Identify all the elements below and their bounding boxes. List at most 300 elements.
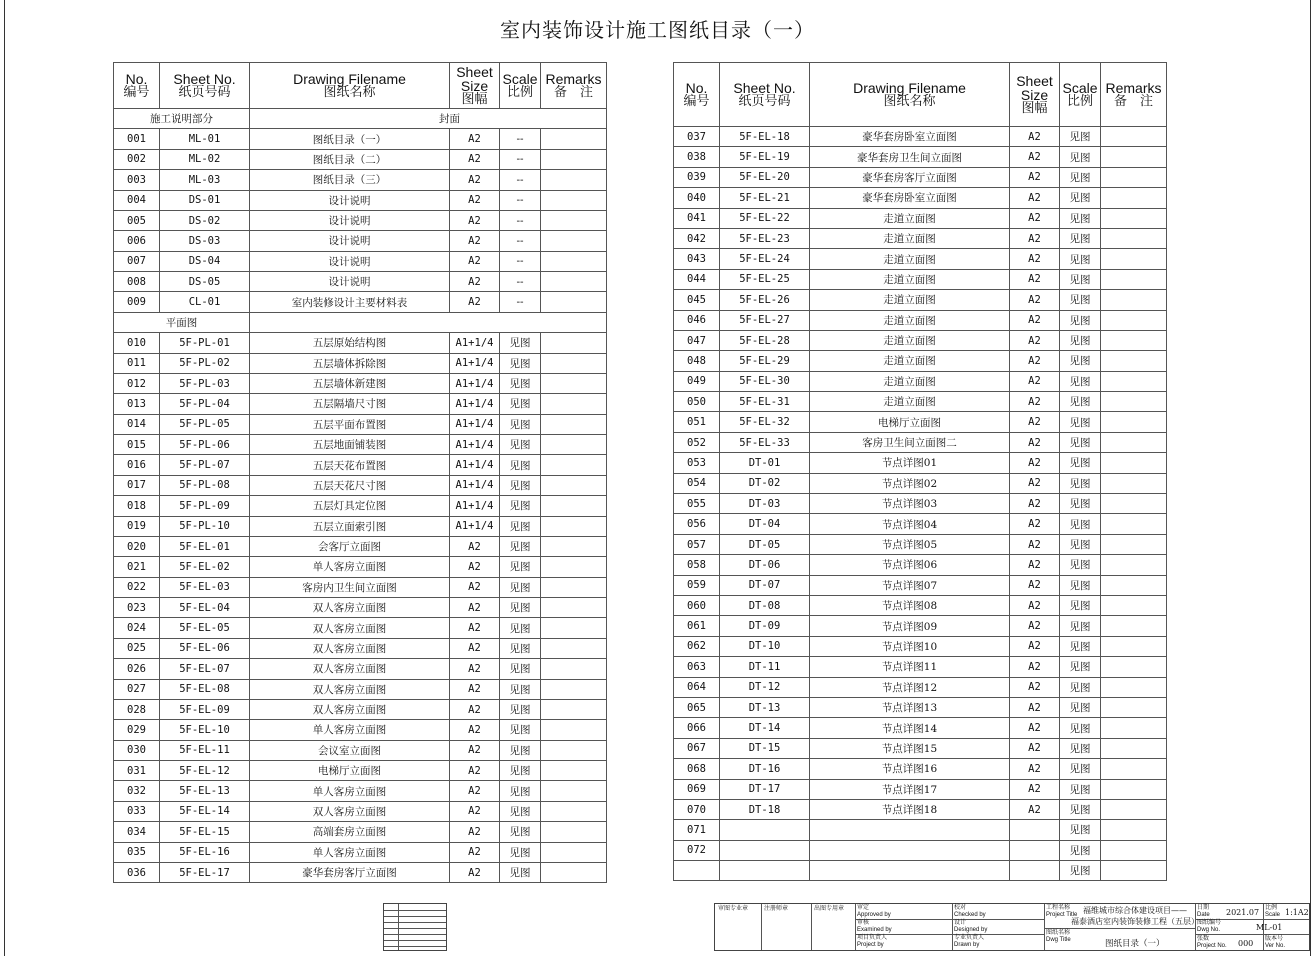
cell-remarks xyxy=(541,720,607,740)
cell-drawing-name: 设计说明 xyxy=(250,272,450,292)
cell-no: 040 xyxy=(674,188,720,208)
cell-remarks xyxy=(1101,494,1167,514)
cell-sheet-size: A2 xyxy=(450,761,500,781)
header-scale: Scale 比例 xyxy=(1060,63,1101,127)
cell-scale: 见图 xyxy=(500,475,541,495)
cell-scale: 见图 xyxy=(1060,534,1101,554)
cell-no: 026 xyxy=(114,659,160,679)
cell-no: 060 xyxy=(674,595,720,615)
cell-sheet-size: A2 xyxy=(450,638,500,658)
cell-remarks xyxy=(1101,555,1167,575)
cell-sheet-no: 5F-PL-04 xyxy=(160,394,250,414)
cell-sheet-size: A2 xyxy=(450,822,500,842)
cell-sheet-no: 5F-EL-13 xyxy=(160,781,250,801)
cell-sheet-size: A2 xyxy=(1010,392,1060,412)
cell-sheet-size: A2 xyxy=(1010,371,1060,391)
designed-label: 设计 Designed by xyxy=(954,920,988,933)
cell-remarks xyxy=(541,394,607,414)
cell-drawing-name: 会议室立面图 xyxy=(250,740,450,760)
cell-drawing-name xyxy=(810,840,1010,860)
cell-remarks xyxy=(541,842,607,862)
cell-no: 062 xyxy=(674,636,720,656)
cell-scale: 见图 xyxy=(500,333,541,353)
cell-remarks xyxy=(541,292,607,312)
cell-drawing-name: 豪华套房卫生间立面图 xyxy=(810,147,1010,167)
cell-sheet-size: A2 xyxy=(1010,330,1060,350)
table-row xyxy=(114,862,607,882)
cell-sheet-size: A2 xyxy=(1010,412,1060,432)
cell-sheet-size: A2 xyxy=(450,842,500,862)
cell-scale: 见图 xyxy=(1060,657,1101,677)
cell-drawing-name: 五层立面索引图 xyxy=(250,516,450,536)
cell-remarks xyxy=(541,210,607,230)
cell-drawing-name: 节点详图03 xyxy=(810,494,1010,514)
dwg-title-label: 图纸名称 Dwg Title xyxy=(1046,930,1071,943)
cell-sheet-no: 5F-EL-06 xyxy=(160,638,250,658)
cell-sheet-size: A2 xyxy=(450,781,500,801)
cell-sheet-size: A2 xyxy=(1010,290,1060,310)
cell-no: 017 xyxy=(114,475,160,495)
table-row xyxy=(114,231,607,251)
table-row xyxy=(114,475,607,495)
cell-scale: -- xyxy=(500,292,541,312)
cell-scale: 见图 xyxy=(1060,330,1101,350)
header-scale: Scale 比例 xyxy=(500,63,541,109)
cell-remarks xyxy=(541,475,607,495)
cell-drawing-name: 图纸目录（三） xyxy=(250,170,450,190)
cell-scale: 见图 xyxy=(1060,799,1101,819)
table-row xyxy=(674,616,1167,636)
cell-no xyxy=(674,861,720,881)
cell-sheet-size: A2 xyxy=(450,720,500,740)
cell-no: 008 xyxy=(114,272,160,292)
cell-remarks xyxy=(1101,738,1167,758)
cell-sheet-no: ML-02 xyxy=(160,149,250,169)
cell-no: 052 xyxy=(674,432,720,452)
table-row xyxy=(674,330,1167,350)
header-no: No. 编号 xyxy=(674,63,720,127)
cell-no: 003 xyxy=(114,170,160,190)
header-drawing-filename: Drawing Filename 图纸名称 xyxy=(250,63,450,109)
cell-sheet-size: A1+1/4 xyxy=(450,435,500,455)
cell-remarks xyxy=(541,536,607,556)
cell-no: 054 xyxy=(674,473,720,493)
cell-sheet-size xyxy=(1010,840,1060,860)
table-row xyxy=(114,251,607,271)
cell-drawing-name: 走道立面图 xyxy=(810,269,1010,289)
cell-sheet-size xyxy=(1010,820,1060,840)
cell-remarks xyxy=(1101,595,1167,615)
cell-sheet-no: 5F-EL-19 xyxy=(720,147,810,167)
cell-sheet-size: A2 xyxy=(1010,759,1060,779)
cell-remarks xyxy=(1101,330,1167,350)
cell-sheet-no: DT-12 xyxy=(720,677,810,697)
project-name-line-1: 福维城市综合体建设项目—— xyxy=(1083,906,1187,915)
cell-scale: 见图 xyxy=(500,618,541,638)
cell-sheet-size: A2 xyxy=(1010,595,1060,615)
cell-sheet-no: DT-17 xyxy=(720,779,810,799)
cell-scale: 见图 xyxy=(1060,820,1101,840)
cell-sheet-no: 5F-EL-27 xyxy=(720,310,810,330)
cell-remarks xyxy=(541,740,607,760)
cell-drawing-name: 电梯厅立面图 xyxy=(250,761,450,781)
cell-no: 047 xyxy=(674,330,720,350)
cell-sheet-size: A2 xyxy=(1010,738,1060,758)
cell-scale: 见图 xyxy=(1060,616,1101,636)
cell-remarks xyxy=(1101,799,1167,819)
cell-remarks xyxy=(541,272,607,292)
cell-sheet-size: A2 xyxy=(450,129,500,149)
cell-remarks xyxy=(541,638,607,658)
cell-no: 043 xyxy=(674,249,720,269)
cell-sheet-no: 5F-EL-21 xyxy=(720,188,810,208)
cell-scale: 见图 xyxy=(1060,861,1101,881)
table-row xyxy=(674,799,1167,819)
cell-scale: 见图 xyxy=(1060,228,1101,248)
cell-no: 032 xyxy=(114,781,160,801)
cell-drawing-name: 豪华套房卧室立面图 xyxy=(810,127,1010,147)
dwg-title-value: 图纸目录（一） xyxy=(1105,939,1165,949)
cell-sheet-no: 5F-PL-06 xyxy=(160,435,250,455)
cell-sheet-no: DT-13 xyxy=(720,697,810,717)
cell-no: 059 xyxy=(674,575,720,595)
cell-drawing-name: 豪华套房客厅立面图 xyxy=(250,862,450,882)
cell-drawing-name: 节点详图10 xyxy=(810,636,1010,656)
cell-drawing-name: 节点详图06 xyxy=(810,555,1010,575)
cell-sheet-no: ML-01 xyxy=(160,129,250,149)
cell-remarks xyxy=(1101,392,1167,412)
cell-remarks xyxy=(541,761,607,781)
page-title: 室内装饰设计施工图纸目录（一） xyxy=(500,18,815,42)
cell-no: 069 xyxy=(674,779,720,799)
table-row xyxy=(674,555,1167,575)
table-row xyxy=(114,333,607,353)
cell-drawing-name: 五层地面铺装图 xyxy=(250,435,450,455)
section-row xyxy=(114,109,607,129)
cell-sheet-size: A1+1/4 xyxy=(450,394,500,414)
table-row xyxy=(674,759,1167,779)
cell-remarks xyxy=(1101,290,1167,310)
cell-drawing-name: 设计说明 xyxy=(250,210,450,230)
cell-scale: 见图 xyxy=(1060,208,1101,228)
cell-no: 018 xyxy=(114,496,160,516)
cell-drawing-name xyxy=(810,820,1010,840)
table-row xyxy=(114,272,607,292)
cell-scale: 见图 xyxy=(500,414,541,434)
cell-sheet-no: DT-15 xyxy=(720,738,810,758)
cell-scale: 见图 xyxy=(500,536,541,556)
cell-sheet-size: A2 xyxy=(1010,677,1060,697)
table-row xyxy=(674,820,1167,840)
table-row xyxy=(114,577,607,597)
cell-remarks xyxy=(1101,249,1167,269)
cell-no: 013 xyxy=(114,394,160,414)
cell-sheet-no: 5F-EL-33 xyxy=(720,432,810,452)
cell-scale: 见图 xyxy=(1060,595,1101,615)
cell-sheet-no: 5F-EL-15 xyxy=(160,822,250,842)
cell-no: 027 xyxy=(114,679,160,699)
cell-scale: 见图 xyxy=(500,353,541,373)
table-row xyxy=(674,453,1167,473)
cell-remarks xyxy=(1101,269,1167,289)
cell-scale: 见图 xyxy=(500,761,541,781)
cell-sheet-no: 5F-EL-02 xyxy=(160,557,250,577)
cell-remarks xyxy=(541,781,607,801)
cell-sheet-no: 5F-EL-24 xyxy=(720,249,810,269)
cell-sheet-no: DT-03 xyxy=(720,494,810,514)
cell-remarks xyxy=(1101,208,1167,228)
cell-sheet-no: 5F-EL-28 xyxy=(720,330,810,350)
cell-remarks xyxy=(1101,616,1167,636)
cell-sheet-size: A1+1/4 xyxy=(450,373,500,393)
cell-sheet-no: ML-03 xyxy=(160,170,250,190)
cell-remarks xyxy=(541,862,607,882)
cell-sheet-size: A1+1/4 xyxy=(450,455,500,475)
cell-no: 061 xyxy=(674,616,720,636)
cell-no: 029 xyxy=(114,720,160,740)
cell-no: 070 xyxy=(674,799,720,819)
table-row xyxy=(674,595,1167,615)
cell-sheet-no: 5F-EL-10 xyxy=(160,720,250,740)
cell-no: 015 xyxy=(114,435,160,455)
cell-sheet-no: DT-18 xyxy=(720,799,810,819)
project-no-label: 张数 Project No. xyxy=(1197,936,1227,949)
cell-sheet-no: 5F-PL-09 xyxy=(160,496,250,516)
title-block xyxy=(714,903,1310,951)
table-row xyxy=(674,534,1167,554)
cell-scale: 见图 xyxy=(500,638,541,658)
cell-no: 021 xyxy=(114,557,160,577)
table-row xyxy=(114,801,607,821)
cell-no: 025 xyxy=(114,638,160,658)
cell-remarks xyxy=(1101,657,1167,677)
cell-sheet-no: 5F-EL-20 xyxy=(720,167,810,187)
cell-drawing-name: 节点详图08 xyxy=(810,595,1010,615)
cell-sheet-no: 5F-EL-16 xyxy=(160,842,250,862)
cell-drawing-name: 双人客房立面图 xyxy=(250,638,450,658)
cell-sheet-no: DT-05 xyxy=(720,534,810,554)
cell-sheet-size: A1+1/4 xyxy=(450,353,500,373)
project-no-value: 000 xyxy=(1238,939,1254,948)
cell-sheet-no: 5F-EL-30 xyxy=(720,371,810,391)
section-row xyxy=(114,312,607,332)
drawn-label: 专业负责人 Drawn by xyxy=(954,935,985,948)
cell-no: 006 xyxy=(114,231,160,251)
cell-scale: 见图 xyxy=(1060,718,1101,738)
header-drawing-filename: Drawing Filename 图纸名称 xyxy=(810,63,1010,127)
cell-sheet-size: A2 xyxy=(1010,697,1060,717)
cell-drawing-name: 节点详图02 xyxy=(810,473,1010,493)
table-row xyxy=(674,677,1167,697)
frame-right xyxy=(1310,0,1311,956)
table-row xyxy=(114,414,607,434)
cell-sheet-size: A2 xyxy=(1010,147,1060,167)
table-row xyxy=(114,720,607,740)
cell-scale: 见图 xyxy=(1060,453,1101,473)
header-no: No. 编号 xyxy=(114,63,160,109)
cell-sheet-no: DS-01 xyxy=(160,190,250,210)
frame-left xyxy=(4,0,5,956)
cell-no: 028 xyxy=(114,699,160,719)
cell-no: 024 xyxy=(114,618,160,638)
cell-scale: 见图 xyxy=(1060,188,1101,208)
cell-scale: -- xyxy=(500,149,541,169)
dwg-no-value: ML-01 xyxy=(1256,923,1283,932)
cell-drawing-name: 走道立面图 xyxy=(810,351,1010,371)
cell-no: 050 xyxy=(674,392,720,412)
cell-sheet-no: 5F-EL-22 xyxy=(720,208,810,228)
cell-drawing-name: 走道立面图 xyxy=(810,228,1010,248)
cell-sheet-no: 5F-EL-05 xyxy=(160,618,250,638)
cell-drawing-name: 走道立面图 xyxy=(810,249,1010,269)
cell-no: 004 xyxy=(114,190,160,210)
cell-sheet-no: 5F-EL-17 xyxy=(160,862,250,882)
cell-scale: 见图 xyxy=(500,699,541,719)
cell-scale: 见图 xyxy=(500,679,541,699)
header-remarks: Remarks 备 注 xyxy=(1101,63,1167,127)
header-remarks: Remarks 备 注 xyxy=(541,63,607,109)
cell-drawing-name: 单人客房立面图 xyxy=(250,842,450,862)
cell-drawing-name: 双人客房立面图 xyxy=(250,679,450,699)
cell-remarks xyxy=(541,435,607,455)
cell-sheet-size: A2 xyxy=(1010,473,1060,493)
cell-scale: 见图 xyxy=(500,373,541,393)
cell-drawing-name xyxy=(810,861,1010,881)
cell-no: 057 xyxy=(674,534,720,554)
cell-sheet-no: DT-09 xyxy=(720,616,810,636)
cell-scale: 见图 xyxy=(500,598,541,618)
cell-sheet-no: 5F-EL-01 xyxy=(160,536,250,556)
table-row xyxy=(114,170,607,190)
cell-scale: 见图 xyxy=(1060,147,1101,167)
cell-sheet-no: 5F-EL-11 xyxy=(160,740,250,760)
cell-scale: 见图 xyxy=(500,659,541,679)
cell-sheet-size: A2 xyxy=(450,699,500,719)
cell-no: 016 xyxy=(114,455,160,475)
cell-sheet-size: A2 xyxy=(450,557,500,577)
table-row xyxy=(674,392,1167,412)
cell-scale: 见图 xyxy=(1060,779,1101,799)
cell-scale: 见图 xyxy=(1060,840,1101,860)
cell-remarks xyxy=(541,231,607,251)
cell-no: 055 xyxy=(674,494,720,514)
cell-sheet-size: A2 xyxy=(1010,228,1060,248)
cell-drawing-name: 图纸目录（二） xyxy=(250,149,450,169)
table-row xyxy=(674,228,1167,248)
cell-no: 068 xyxy=(674,759,720,779)
cell-no: 012 xyxy=(114,373,160,393)
table-row xyxy=(674,432,1167,452)
drawing-seal-label: 出图专用章 xyxy=(814,906,845,912)
table-row xyxy=(114,679,607,699)
cell-no: 030 xyxy=(114,740,160,760)
table-row xyxy=(114,598,607,618)
cell-remarks xyxy=(541,455,607,475)
cell-scale: 见图 xyxy=(500,801,541,821)
cell-drawing-name: 豪华套房卧室立面图 xyxy=(810,188,1010,208)
cell-sheet-no: DT-01 xyxy=(720,453,810,473)
table-row xyxy=(674,473,1167,493)
cell-sheet-size: A2 xyxy=(1010,636,1060,656)
cell-sheet-no: 5F-PL-05 xyxy=(160,414,250,434)
table-row xyxy=(674,738,1167,758)
cell-no: 042 xyxy=(674,228,720,248)
cell-no: 010 xyxy=(114,333,160,353)
cell-no: 065 xyxy=(674,697,720,717)
cell-no: 005 xyxy=(114,210,160,230)
cell-drawing-name: 五层平面布置图 xyxy=(250,414,450,434)
cell-sheet-no: CL-01 xyxy=(160,292,250,312)
cell-remarks xyxy=(541,353,607,373)
cell-remarks xyxy=(1101,575,1167,595)
cell-sheet-size: A2 xyxy=(450,210,500,230)
table-row xyxy=(674,310,1167,330)
cell-sheet-no: 5F-PL-02 xyxy=(160,353,250,373)
checked-label: 校对 Checked by xyxy=(954,905,986,918)
cell-no: 014 xyxy=(114,414,160,434)
cell-scale: 见图 xyxy=(1060,738,1101,758)
cell-no: 071 xyxy=(674,820,720,840)
cell-drawing-name: 单人客房立面图 xyxy=(250,557,450,577)
cell-scale: 见图 xyxy=(500,435,541,455)
cell-sheet-no: 5F-EL-07 xyxy=(160,659,250,679)
cell-sheet-no: 5F-EL-29 xyxy=(720,351,810,371)
cell-sheet-size: A2 xyxy=(1010,657,1060,677)
table-row xyxy=(674,290,1167,310)
cell-scale: -- xyxy=(500,231,541,251)
table-row xyxy=(114,373,607,393)
cell-sheet-size: A2 xyxy=(450,292,500,312)
cell-sheet-no: 5F-PL-01 xyxy=(160,333,250,353)
section-note xyxy=(250,312,607,332)
cell-no: 001 xyxy=(114,129,160,149)
cell-remarks xyxy=(1101,514,1167,534)
table-row xyxy=(674,371,1167,391)
cell-sheet-size: A2 xyxy=(1010,799,1060,819)
cell-drawing-name: 节点详图01 xyxy=(810,453,1010,473)
cell-sheet-size: A2 xyxy=(1010,575,1060,595)
cell-no: 036 xyxy=(114,862,160,882)
cell-remarks xyxy=(1101,310,1167,330)
table-row xyxy=(114,129,607,149)
cell-drawing-name: 五层原始结构图 xyxy=(250,333,450,353)
cell-sheet-no: DT-07 xyxy=(720,575,810,595)
table-row xyxy=(674,636,1167,656)
cell-remarks xyxy=(541,496,607,516)
cell-sheet-size: A2 xyxy=(450,272,500,292)
cell-sheet-size: A2 xyxy=(450,659,500,679)
project-name-line-2: 福泰酒店室内装饰装修工程（五层） xyxy=(1071,917,1199,926)
catalog-table-left xyxy=(113,62,607,883)
cell-drawing-name: 设计说明 xyxy=(250,251,450,271)
cell-drawing-name: 走道立面图 xyxy=(810,310,1010,330)
cell-scale: 见图 xyxy=(1060,127,1101,147)
cell-sheet-size: A2 xyxy=(450,251,500,271)
cell-scale: 见图 xyxy=(500,740,541,760)
cell-remarks xyxy=(541,373,607,393)
cell-no: 039 xyxy=(674,167,720,187)
cell-sheet-size: A2 xyxy=(1010,616,1060,636)
cell-sheet-size: A2 xyxy=(1010,188,1060,208)
table-row xyxy=(114,292,607,312)
cell-scale: 见图 xyxy=(1060,167,1101,187)
cell-sheet-no: 5F-EL-08 xyxy=(160,679,250,699)
table-row xyxy=(114,842,607,862)
cell-no: 031 xyxy=(114,761,160,781)
cell-sheet-size: A1+1/4 xyxy=(450,414,500,434)
cell-sheet-size: A2 xyxy=(1010,514,1060,534)
cell-no: 072 xyxy=(674,840,720,860)
